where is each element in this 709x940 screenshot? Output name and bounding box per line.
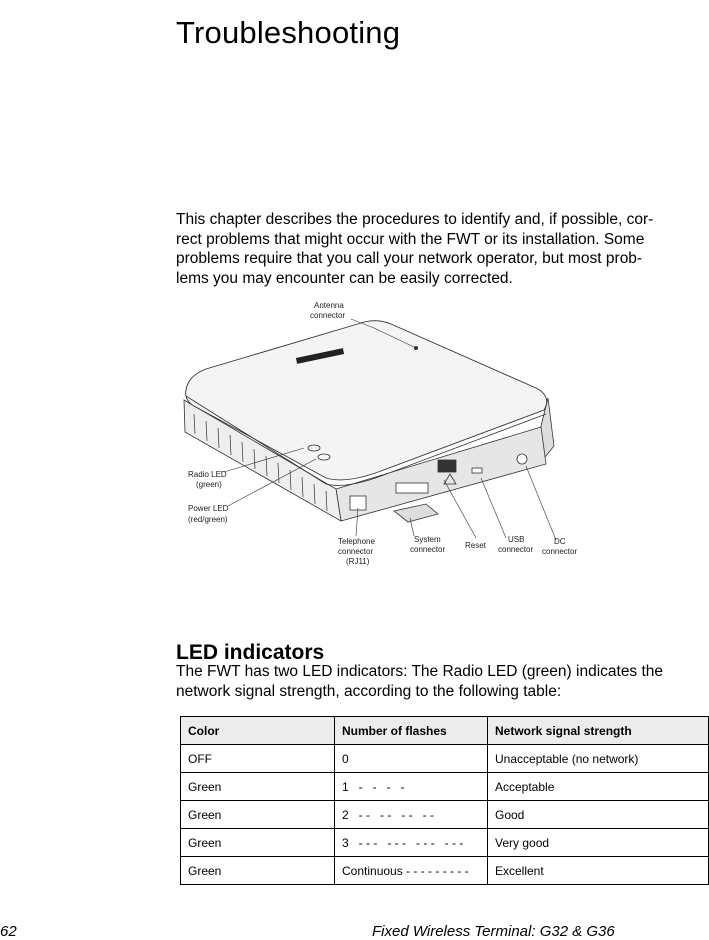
usb-port [472, 468, 482, 473]
intro-line: problems require that you call your network operator, but most prob- [176, 250, 643, 267]
radio-led-label: (green) [196, 480, 222, 489]
table-cell: Very good [488, 829, 709, 857]
fwt-device-illustration [176, 296, 586, 572]
antenna-label: connector [310, 311, 346, 320]
telephone-label: (RJ11) [346, 557, 370, 566]
reset-button-slot [438, 460, 456, 472]
table-cell: Excellent [488, 857, 709, 885]
table-row [181, 857, 709, 885]
table-cell: 1 - - - - [335, 773, 488, 801]
system-label: connector [410, 545, 446, 554]
intro-paragraph [176, 210, 676, 288]
table-cell: 2 - - - - - - - - [335, 801, 488, 829]
table-header-cell: Number of flashes [335, 717, 488, 745]
radio-led-label: Radio LED [188, 470, 227, 479]
usb-label: USB [508, 535, 525, 544]
table-row [181, 773, 709, 801]
intro-line: lems you may encounter can be easily corrected. [176, 269, 513, 287]
table-row [181, 801, 709, 829]
power-led-label: Power LED [188, 504, 229, 513]
telephone-label: connector [338, 547, 374, 556]
telephone-label: Telephone [338, 537, 375, 546]
table-row [181, 745, 709, 773]
chapter-title: Troubleshooting [176, 14, 401, 50]
table-cell: 3 - - - - - - - - - - - - [335, 829, 488, 857]
section-paragraph [176, 662, 686, 701]
system-port-cover [394, 504, 438, 522]
table-cell: OFF [181, 745, 335, 773]
table-cell: Good [488, 801, 709, 829]
intro-line: rect problems that might occur with the FWT or its installation. Some [176, 230, 645, 248]
footer-title: Fixed Wireless Terminal: G32 & G36 [372, 923, 615, 940]
table-cell: Continuous - - - - - - - - - [335, 857, 488, 885]
section-line: The FWT has two LED indicators: The Radio LED (green) indicates the [176, 663, 664, 680]
table-cell: 0 [335, 745, 488, 773]
table-row [181, 829, 709, 857]
reset-label: Reset [465, 541, 486, 550]
led-indicator-table [180, 716, 709, 885]
table-header-cell: Network signal strength [488, 717, 709, 745]
section-heading: LED indicators [176, 641, 325, 665]
telephone-port [350, 496, 366, 510]
section-line: network signal strength, according to the following table: [176, 682, 562, 700]
dc-label: DC [554, 537, 566, 546]
table-cell: Acceptable [488, 773, 709, 801]
table-header-cell: Color [181, 717, 335, 745]
dc-port [517, 454, 527, 464]
table-header-row [181, 717, 709, 745]
table-cell: Green [181, 857, 335, 885]
intro-line: This chapter describes the procedures to identify and, if possible, cor- [176, 211, 654, 228]
table-cell: Green [181, 773, 335, 801]
table-cell: Green [181, 829, 335, 857]
usb-label: connector [498, 545, 534, 554]
power-led-label: (red/green) [188, 515, 228, 524]
table-cell: Green [181, 801, 335, 829]
dc-label: connector [542, 547, 578, 556]
page-number: 62 [0, 923, 17, 940]
system-label: System [414, 535, 441, 544]
system-port [396, 483, 428, 493]
table-cell: Unacceptable (no network) [488, 745, 709, 773]
antenna-label: Antenna [314, 301, 344, 310]
